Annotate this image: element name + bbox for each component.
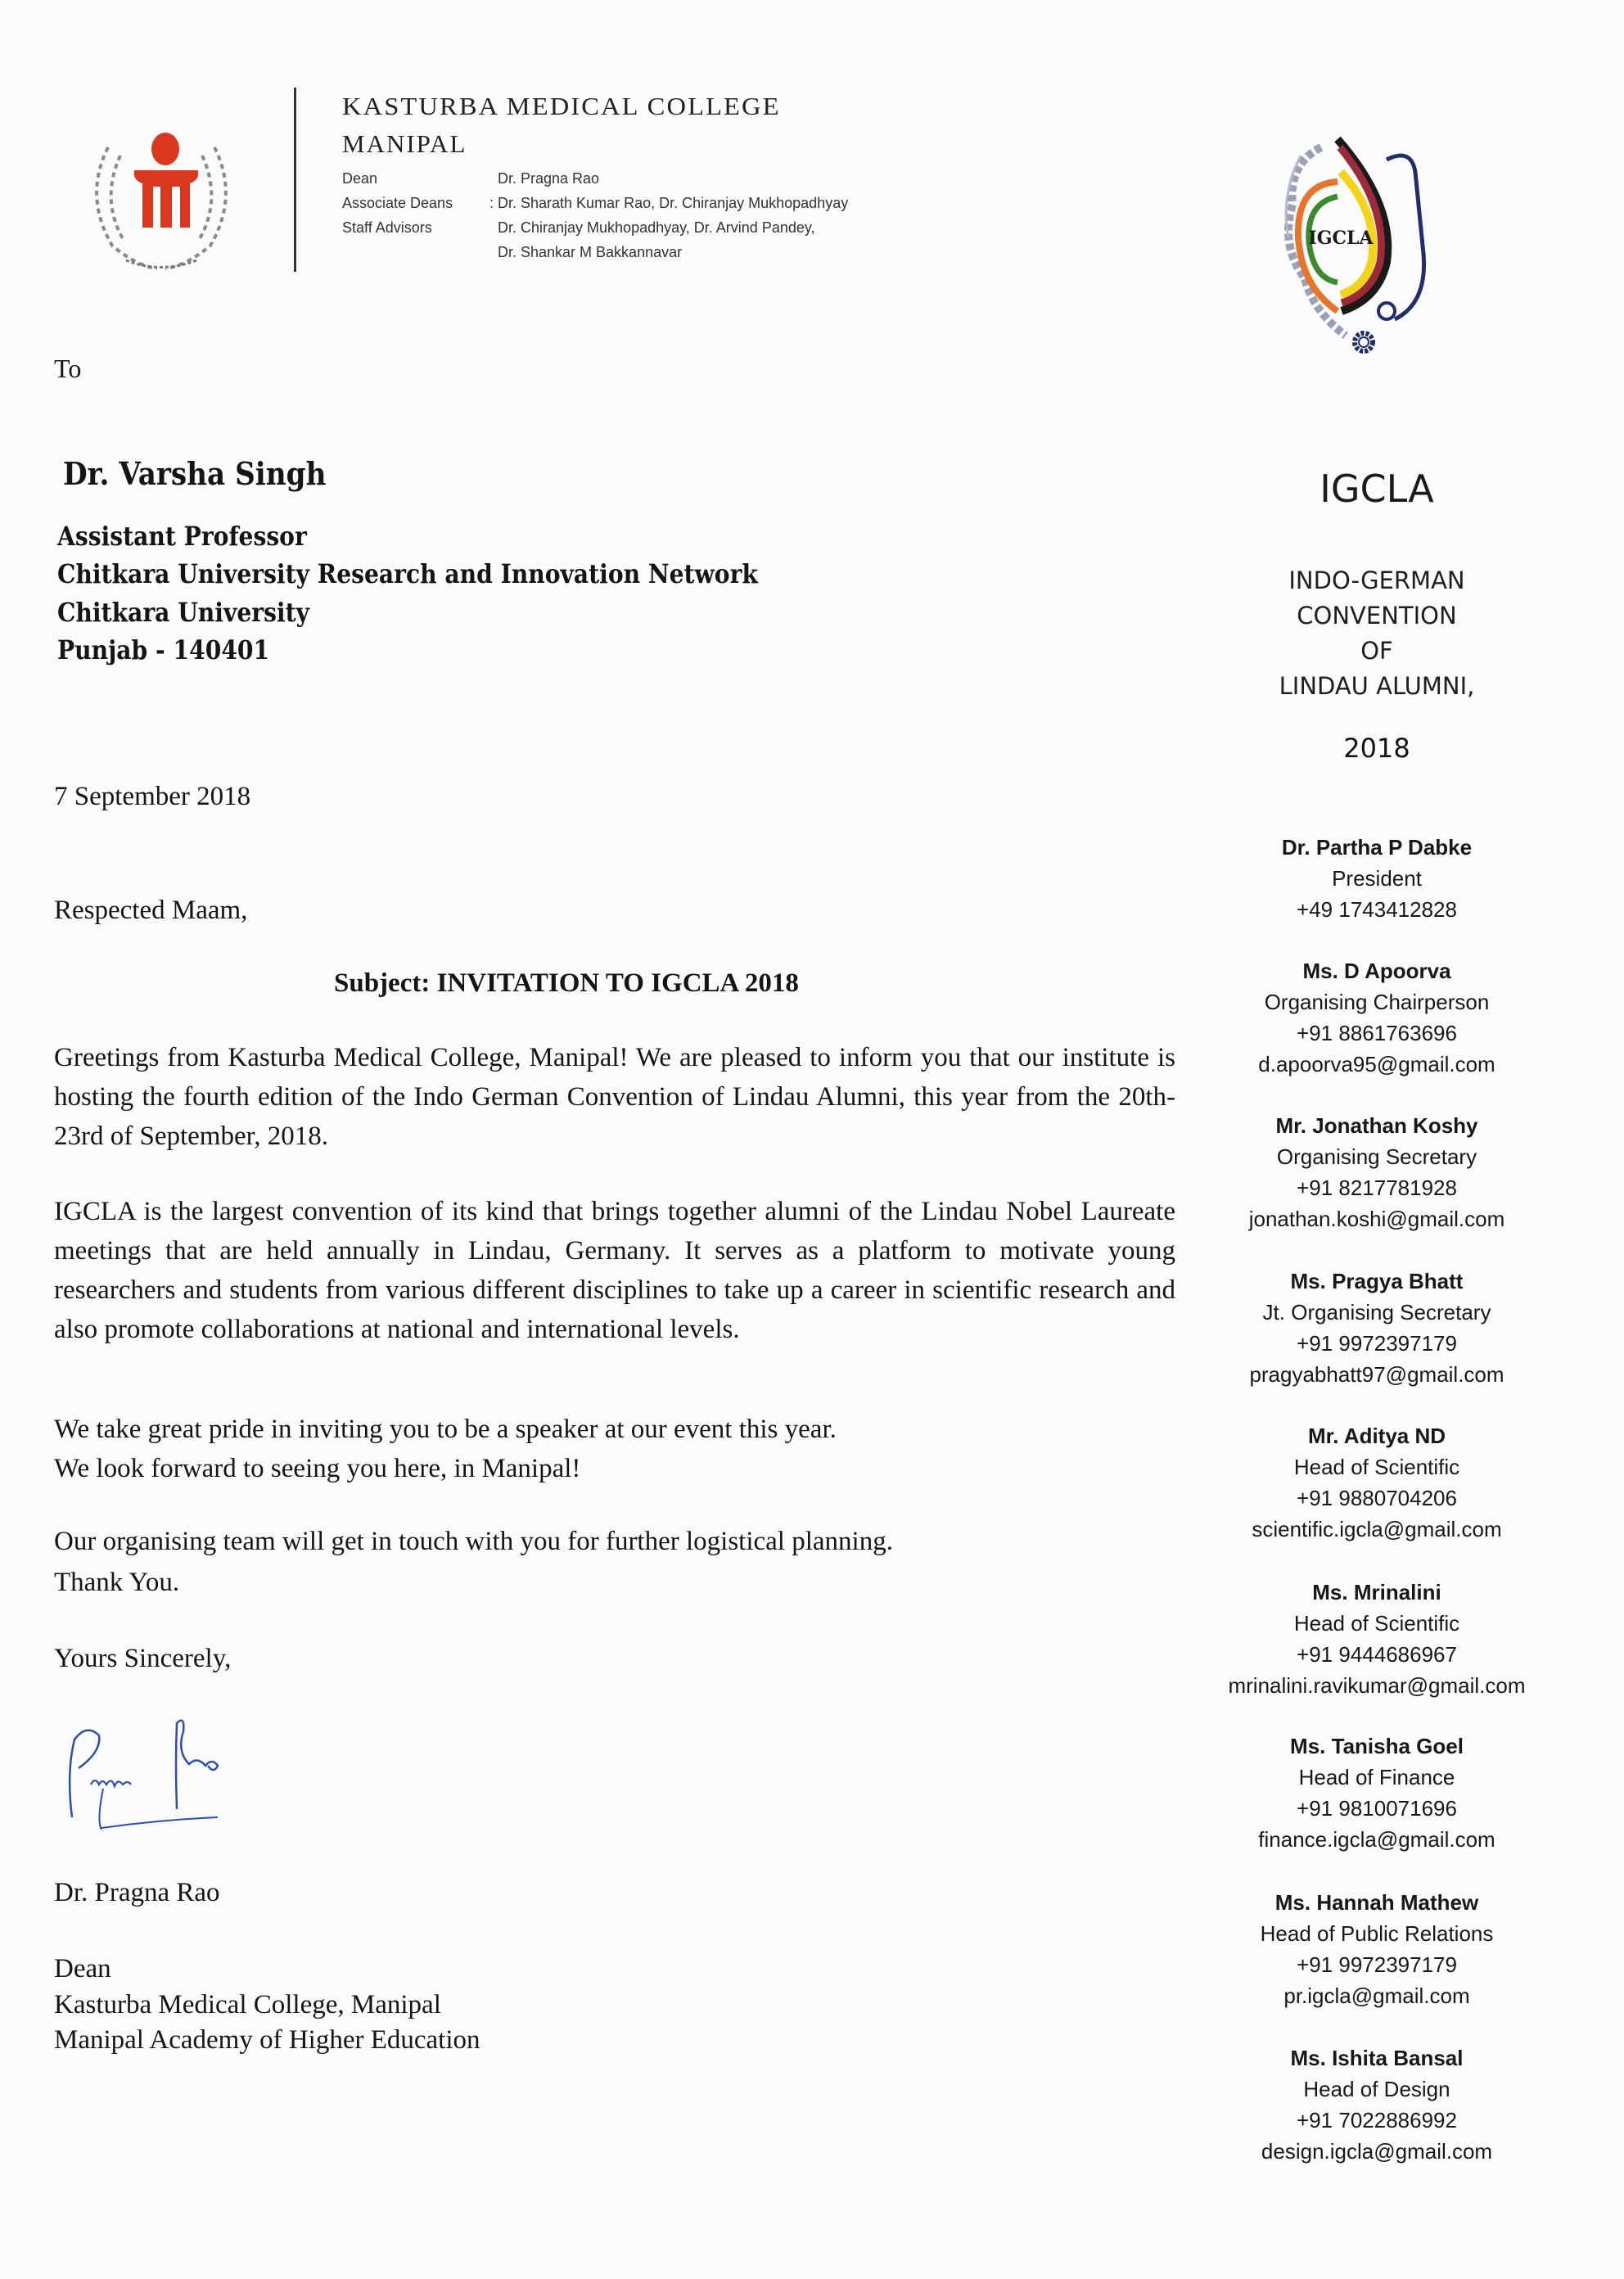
to-label: To [54,354,82,383]
recipient-address-line: Chitkara University Research and Innovation Network [57,558,758,589]
staff-label [342,244,489,261]
contact-role: President [1332,866,1422,891]
signatory-org: Manipal Academy of Higher Education [54,2025,480,2055]
igcla-logo [1256,115,1444,360]
contact-phone: +91 8861763696 [1297,1021,1457,1045]
contact-role: Organising Chairperson [1264,990,1490,1014]
body-paragraph: Greetings from Kasturba Medical College, Manipal! We are pleased to inform you that our institute is hosting the fourth edition of the Indo German Convention of Lindau Alumni, this year from the 20th- 23rd of September, 2018. [54,1043,1175,1151]
contact-email[interactable]: scientific.igcla@gmail.com [1252,1517,1502,1541]
contact-role: Jt. Organising Secretary [1262,1300,1491,1325]
contact-name: Ms. Ishita Bansal [1290,2046,1464,2070]
recipient-address-line: Assistant Professor [57,521,307,552]
contact-phone: +49 1743412828 [1297,897,1457,922]
contact-card [1172,1887,1581,2011]
contact-email[interactable]: design.igcla@gmail.com [1261,2139,1493,2164]
contact-card [1172,1731,1581,1855]
body-line: Our organising team will get in touch with you for further logistical planning. [54,1527,893,1556]
contact-phone: +91 9972397179 [1297,1331,1457,1356]
sidebar-title-line: INDO-GERMAN [1288,566,1465,594]
staff-value: Dr. Chiranjay Mukhopadhyay, Dr. Arvind Pandey, [498,219,815,236]
kmc-emblem-pillars [134,170,199,228]
contact-name: Ms. Tanisha Goel [1290,1734,1464,1758]
sidebar-acronym: IGCLA [1320,467,1434,511]
staff-row-staff-advisors-cont [342,244,682,261]
contact-card [1172,1420,1581,1545]
contact-name: Dr. Partha P Dabke [1281,835,1473,860]
letterhead-divider [294,88,296,272]
stethoscope-icon [1387,156,1424,319]
body-paragraph: IGCLA is the largest convention of its kind that brings together alumni of the Lindau Nobel Laureate meetings that are held annually in Lindau, Germany. It serves as a platform to motivate young researchers and students from various different disciplines to take up a career in scientific research and also promote collaborations at national and international levels. [54,1197,1175,1344]
contact-card [1172,832,1581,925]
staff-row-associate-deans [342,195,848,212]
body-line: Thank You. [54,1568,180,1597]
staff-colon: : [489,195,494,211]
contact-email[interactable]: d.apoorva95@gmail.com [1258,1052,1495,1076]
contact-phone: +91 9880704206 [1297,1486,1457,1510]
contact-role: Head of Finance [1298,1765,1455,1789]
staff-label: Dean [342,170,378,187]
sidebar-title-line: CONVENTION [1297,602,1457,630]
contact-name: Ms. Mrinalini [1312,1580,1441,1604]
contact-card [1172,2042,1581,2167]
gear-icon [1355,333,1373,351]
body-line: We take great pride in inviting you to be a speaker at our event this year. [54,1415,837,1444]
staff-value: Dr. Shankar M Bakkannavar [498,244,683,260]
contact-card [1172,1110,1581,1234]
igcla-logo-text: IGCLA [1308,228,1374,249]
staff-row-staff-advisors [342,219,815,237]
contact-name: Ms. D Apoorva [1302,959,1451,983]
salutation: Respected Maam, [54,896,248,925]
contact-role: Head of Scientific [1293,1611,1460,1636]
closing: Yours Sincerely, [54,1644,232,1673]
contact-role: Head of Scientific [1293,1455,1460,1479]
signatory-name: Dr. Pragna Rao [54,1878,220,1907]
contact-card [1172,1266,1581,1390]
contact-phone: +91 7022886992 [1297,2108,1457,2132]
contact-email[interactable]: mrinalini.ravikumar@gmail.com [1228,1673,1526,1698]
contact-name: Mr. Aditya ND [1307,1424,1446,1448]
contact-email[interactable]: pragyabhatt97@gmail.com [1249,1362,1504,1387]
college-name: KASTURBA MEDICAL COLLEGE [342,92,781,120]
contact-email[interactable]: finance.igcla@gmail.com [1258,1827,1495,1852]
sidebar-year: 2018 [1343,733,1410,764]
staff-colon [489,244,498,261]
contact-name: Ms. Pragya Bhatt [1290,1269,1464,1293]
college-city: MANIPAL [342,129,467,158]
signatory-title: Dean [54,1954,111,1983]
contact-email[interactable]: jonathan.koshi@gmail.com [1248,1207,1505,1231]
sidebar-title-line: LINDAU ALUMNI, [1279,672,1475,700]
body-line: We look forward to seeing you here, in Manipal! [54,1454,581,1483]
staff-value: Dr. Pragna Rao [498,170,600,187]
staff-row-dean [342,170,599,187]
staff-colon [489,170,498,187]
recipient-name: Dr. Varsha Singh [63,455,327,492]
contact-name: Mr. Jonathan Koshy [1275,1113,1478,1138]
contact-name: Ms. Hannah Mathew [1274,1890,1479,1915]
sidebar-title-line: OF [1360,637,1393,665]
kmc-logo [75,123,247,278]
recipient-address-line: Chitkara University [57,597,309,628]
contact-phone: +91 9972397179 [1297,1952,1457,1977]
kmc-emblem-head [151,133,179,165]
contact-phone: +91 9444686967 [1297,1642,1457,1667]
signature [54,1707,283,1830]
contact-role: Head of Public Relations [1260,1921,1494,1946]
staff-label: Staff Advisors [342,219,432,236]
staff-value: Dr. Sharath Kumar Rao, Dr. Chiranjay Mukhopadhyay [498,195,849,211]
letter-date: 7 September 2018 [54,782,251,811]
letter-subject: Subject: INVITATION TO IGCLA 2018 [334,968,799,998]
contact-card [1172,955,1581,1080]
staff-colon [489,219,498,237]
contact-phone: +91 9810071696 [1297,1796,1457,1821]
contact-email[interactable]: pr.igcla@gmail.com [1283,1983,1470,2008]
contact-phone: +91 8217781928 [1297,1176,1457,1200]
contact-role: Organising Secretary [1276,1144,1477,1169]
recipient-address-line: Punjab - 140401 [57,634,270,666]
staff-label: Associate Deans [342,195,453,211]
contact-card [1172,1577,1581,1701]
signatory-org: Kasturba Medical College, Manipal [54,1990,441,2020]
contact-role: Head of Design [1303,2077,1450,2101]
